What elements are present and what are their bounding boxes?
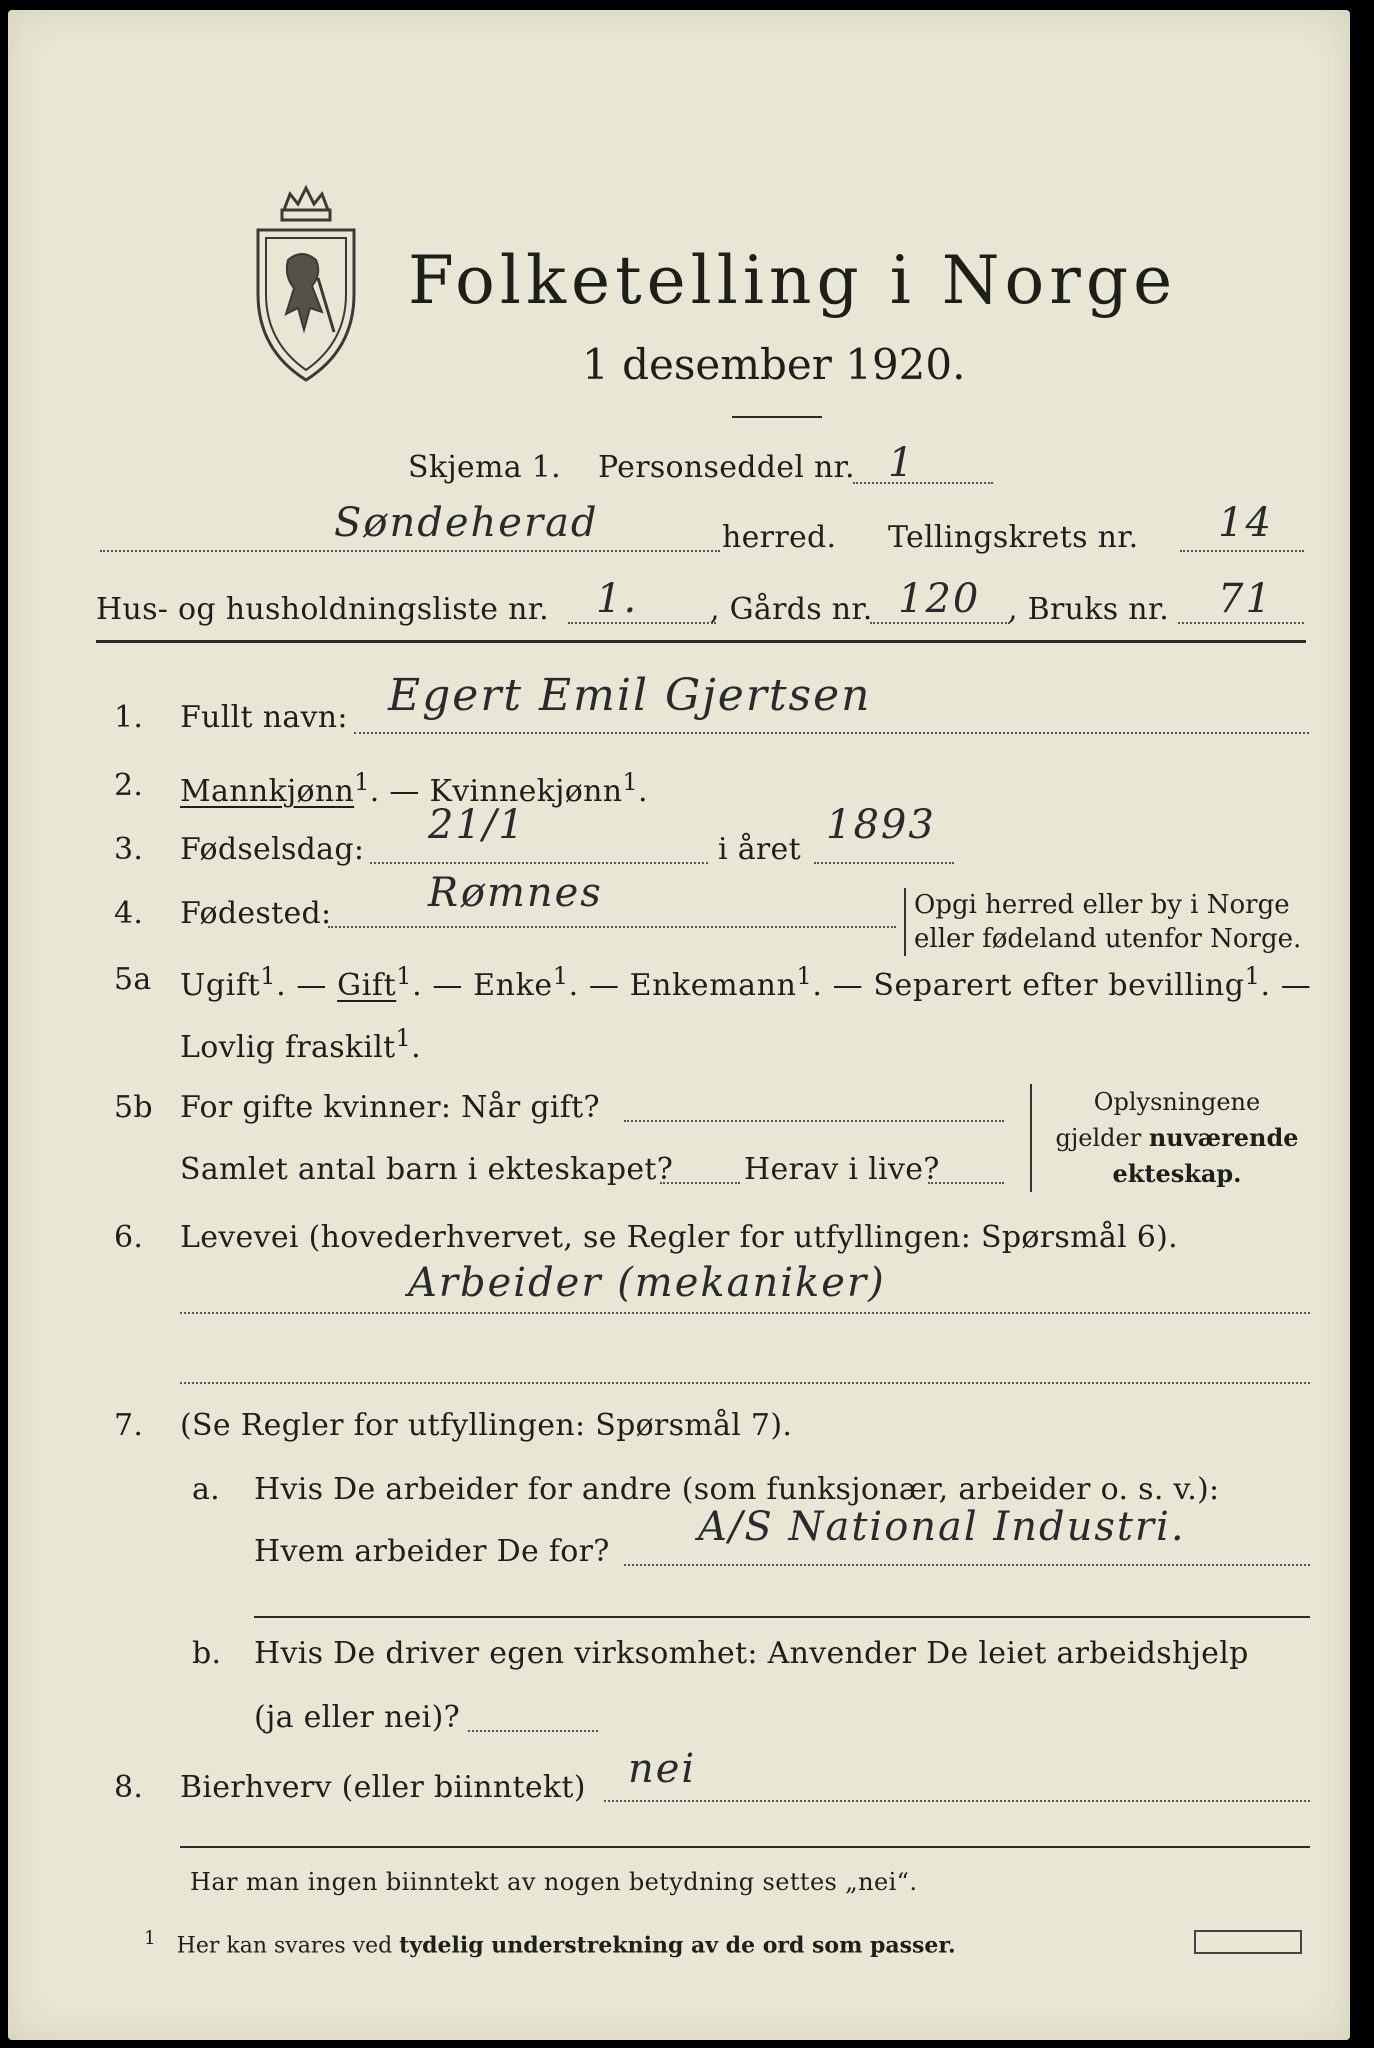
footer-note: Har man ingen biinntekt av nogen betydning settes „nei“. — [190, 1868, 918, 1896]
fraskilt-option: Lovlig fraskilt — [180, 1030, 396, 1065]
personseddel-label: Personseddel nr. — [598, 450, 855, 485]
q7a-extra-line — [254, 1616, 1310, 1618]
q1-number: 1. — [114, 700, 144, 735]
sep: . — — [276, 968, 338, 1003]
printer-stamp-icon — [1194, 1930, 1302, 1954]
q5b-note-line-2 — [1032, 1120, 1322, 1156]
bruks-label: , Bruks nr. — [1008, 592, 1170, 627]
footnote-number: 1 — [144, 1928, 156, 1949]
occupation-value: Arbeider (mekaniker) — [408, 1260, 886, 1306]
herred-line — [100, 550, 720, 552]
q5a-end: . — [411, 1030, 421, 1065]
skjema-label: Skjema 1. — [408, 450, 561, 485]
q1-line — [354, 732, 1309, 734]
q2-footnote-ref-2: 1 — [622, 768, 638, 796]
note-nuvaerende: nuværende — [1148, 1123, 1299, 1152]
female-option: . — Kvinnekjønn — [369, 774, 623, 809]
herred-label: herred. — [722, 520, 837, 555]
q3-label: Fødselsdag: — [180, 832, 365, 867]
q1-label: Fullt navn: — [180, 700, 348, 735]
q7b-line-dots — [468, 1730, 598, 1732]
sup-ref: 1 — [396, 962, 413, 990]
tellingskrets-label: Tellingskrets nr. — [888, 520, 1139, 555]
q6-number: 6. — [114, 1220, 144, 1255]
hus-label: Hus- og husholdningsliste nr. — [96, 592, 549, 627]
q7a-letter: a. — [192, 1472, 221, 1507]
gards-value: 120 — [898, 576, 981, 622]
hus-line — [568, 622, 716, 624]
personseddel-value: 1 — [888, 440, 916, 486]
personseddel-line — [853, 482, 993, 484]
herred-value: Søndeherad — [334, 500, 599, 546]
q4-line — [328, 926, 896, 928]
q7b-line-2: (ja eller nei)? — [254, 1700, 460, 1735]
q5b-line-2: Samlet antal barn i ekteskapet? — [180, 1152, 674, 1187]
q6-label: Levevei (hovederhvervet, se Regler for utfyllingen: Spørsmål 6). — [180, 1220, 1178, 1255]
q5a-number: 5a — [114, 962, 152, 997]
birth-date-value: 21/1 — [428, 802, 526, 848]
q6-line-2 — [180, 1382, 1310, 1384]
enke-option: . — Enke — [412, 968, 553, 1003]
q5b-note — [1030, 1084, 1322, 1192]
q2-number: 2. — [114, 768, 144, 803]
q8-label: Bierhverv (eller biinntekt) — [180, 1770, 586, 1805]
q3-year-label: i året — [718, 832, 801, 867]
q5b-line-1-dots — [624, 1120, 1004, 1122]
ugift-option: Ugift — [180, 968, 261, 1003]
sup-ref: 1 — [395, 1024, 412, 1052]
sup-ref: 1 — [552, 962, 569, 990]
gards-line — [870, 622, 1010, 624]
form-title: Folketelling i Norge — [408, 242, 1178, 319]
footnote — [144, 1928, 956, 1958]
q2-footnote-ref-1: 1 — [354, 768, 370, 796]
q7-label: (Se Regler for utfyllingen: Spørsmål 7). — [180, 1408, 793, 1443]
q7b-line-1: Hvis De driver egen virksomhet: Anvender De leiet arbeidshjelp — [254, 1636, 1249, 1671]
sup-ref: 1 — [1244, 962, 1261, 990]
q5b-number: 5b — [114, 1090, 153, 1125]
side-income-value: nei — [628, 1746, 697, 1792]
q5b-line-2-dots — [660, 1182, 740, 1184]
q4-note — [904, 888, 1301, 956]
tellingskrets-value: 14 — [1218, 500, 1273, 546]
separert-option: . — Separert efter bevilling — [812, 968, 1245, 1003]
header-rule — [96, 640, 1306, 643]
q5b-herav-label: Herav i live? — [744, 1152, 940, 1187]
q3-year-line — [814, 862, 954, 864]
gards-label: , Gårds nr. — [710, 592, 873, 627]
note-gjelder: gjelder — [1055, 1124, 1149, 1152]
q7-number: 7. — [114, 1408, 144, 1443]
q8-number: 8. — [114, 1770, 144, 1805]
q4-note-line-2: eller fødeland utenfor Norge. — [914, 924, 1302, 954]
birth-year-value: 1893 — [826, 802, 936, 848]
q5a-marital-options — [180, 962, 1311, 1003]
q7a-line-1: Hvis De arbeider for andre (som funksjonær, arbeider o. s. v.): — [254, 1472, 1220, 1507]
coat-of-arms-icon — [246, 182, 366, 392]
full-name-value: Egert Emil Gjertsen — [388, 670, 872, 721]
q7b-letter: b. — [192, 1636, 222, 1671]
q5b-note-line-3: ekteskap. — [1112, 1159, 1242, 1188]
bruks-value: 71 — [1218, 576, 1273, 622]
q3-number: 3. — [114, 832, 144, 867]
q5a-line-2 — [180, 1024, 421, 1065]
census-date: 1 desember 1920. — [582, 340, 966, 389]
q5b-herav-dots — [928, 1182, 1004, 1184]
footnote-text-a: Her kan svares ved — [176, 1933, 400, 1959]
q3-line — [370, 862, 708, 864]
q4-number: 4. — [114, 896, 144, 931]
q4-note-line-1: Opgi herred eller by i Norge — [914, 890, 1290, 920]
q2-end: . — [637, 774, 648, 809]
title-divider — [732, 416, 822, 418]
q7a-line-dots — [624, 1564, 1310, 1566]
q6-line-1 — [180, 1312, 1310, 1314]
q5b-line-1: For gifte kvinner: Når gift? — [180, 1090, 600, 1125]
q2-sex-options — [180, 768, 648, 809]
male-option: Mannkjønn — [180, 774, 355, 809]
sup-ref: 1 — [260, 962, 277, 990]
gift-option: Gift — [337, 968, 397, 1003]
enkemann-option: . — Enkemann — [568, 968, 797, 1003]
footnote-text-b: tydelig understrekning av de ord som passer. — [399, 1932, 956, 1959]
employer-value: A/S National Industri. — [698, 1504, 1186, 1550]
q5b-note-line-1: Oplysningene — [1093, 1088, 1261, 1116]
q8-line — [604, 1800, 1310, 1802]
q7a-line-2: Hvem arbeider De for? — [254, 1534, 610, 1569]
sup-ref: 1 — [796, 962, 813, 990]
q4-label: Fødested: — [180, 896, 332, 931]
bruks-line — [1178, 622, 1304, 624]
tellingskrets-line — [1180, 550, 1304, 552]
hus-value: 1. — [596, 576, 639, 622]
sep-end: . — — [1260, 968, 1312, 1003]
footer-rule — [180, 1846, 1310, 1848]
birthplace-value: Rømnes — [428, 870, 603, 916]
census-form — [8, 10, 1350, 2040]
